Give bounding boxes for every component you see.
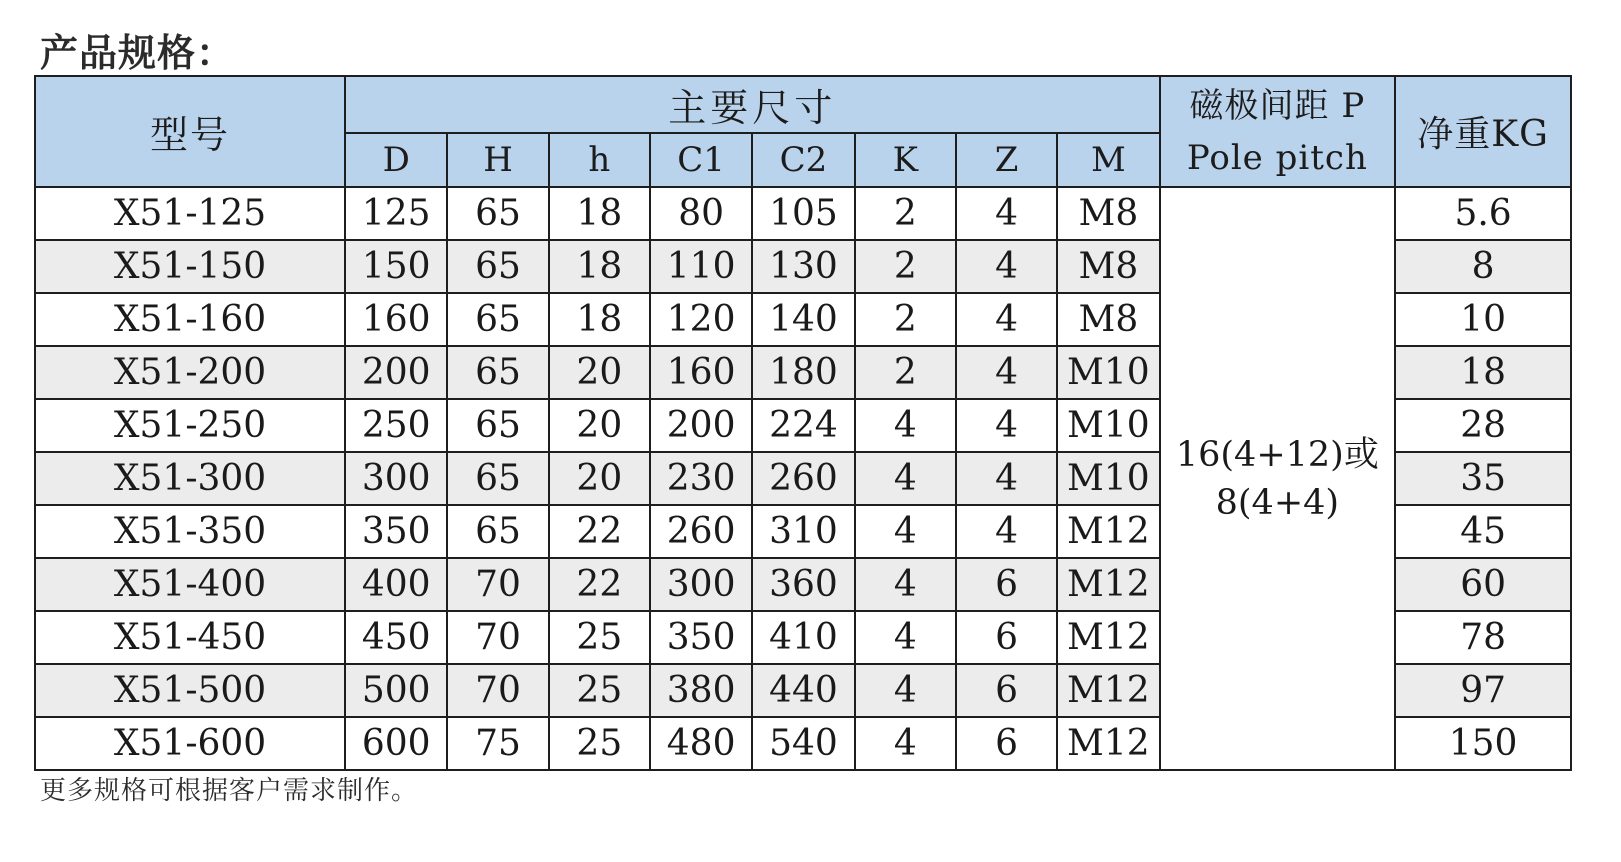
cell-c1: 350 — [650, 611, 752, 664]
table-row — [35, 187, 1571, 240]
cell-c2: 105 — [752, 187, 854, 240]
cell-h-upper: 65 — [447, 187, 548, 240]
cell-net-weight: 8 — [1395, 240, 1571, 293]
cell-c1: 160 — [650, 346, 752, 399]
cell-h-upper: 65 — [447, 505, 548, 558]
cell-m: M8 — [1057, 293, 1159, 346]
cell-net-weight: 97 — [1395, 664, 1571, 717]
cell-d: 200 — [345, 346, 447, 399]
cell-m: M10 — [1057, 346, 1159, 399]
cell-c1: 120 — [650, 293, 752, 346]
cell-h-upper: 65 — [447, 452, 548, 505]
cell-d: 600 — [345, 717, 447, 770]
cell-h-lower: 22 — [549, 505, 650, 558]
cell-h-lower: 25 — [549, 664, 650, 717]
cell-z: 4 — [956, 346, 1057, 399]
cell-model: X51-350 — [35, 505, 345, 558]
cell-z: 6 — [956, 611, 1057, 664]
cell-k: 4 — [855, 558, 956, 611]
cell-h-lower: 22 — [549, 558, 650, 611]
cell-c2: 224 — [752, 399, 854, 452]
cell-z: 6 — [956, 558, 1057, 611]
cell-k: 2 — [855, 187, 956, 240]
cell-h-upper: 70 — [447, 558, 548, 611]
cell-h-upper: 65 — [447, 346, 548, 399]
cell-c2: 360 — [752, 558, 854, 611]
pole-pitch-value-line1: 16(4+12)或 — [1175, 434, 1379, 475]
cell-c1: 260 — [650, 505, 752, 558]
cell-z: 4 — [956, 187, 1057, 240]
cell-h-lower: 25 — [549, 611, 650, 664]
header-dim-h-upper: H — [447, 133, 548, 187]
cell-c1: 80 — [650, 187, 752, 240]
cell-c2: 260 — [752, 452, 854, 505]
cell-k: 4 — [855, 452, 956, 505]
cell-k: 2 — [855, 346, 956, 399]
cell-h-lower: 18 — [549, 293, 650, 346]
header-dim-z: Z — [956, 133, 1057, 187]
cell-net-weight: 78 — [1395, 611, 1571, 664]
cell-m: M12 — [1057, 717, 1159, 770]
header-row-top — [35, 76, 1571, 133]
cell-c2: 540 — [752, 717, 854, 770]
header-pole-pitch-cn: 磁极间距 P — [1189, 85, 1366, 126]
cell-model: X51-600 — [35, 717, 345, 770]
spec-table — [34, 75, 1572, 771]
header-pole-pitch — [1160, 76, 1396, 187]
header-dim-d: D — [345, 133, 447, 187]
cell-h-lower: 25 — [549, 717, 650, 770]
cell-z: 6 — [956, 717, 1057, 770]
cell-model: X51-400 — [35, 558, 345, 611]
spec-table-body — [35, 187, 1571, 770]
cell-m: M12 — [1057, 611, 1159, 664]
cell-d: 250 — [345, 399, 447, 452]
cell-m: M12 — [1057, 558, 1159, 611]
cell-h-upper: 65 — [447, 240, 548, 293]
cell-h-lower: 18 — [549, 240, 650, 293]
cell-h-lower: 20 — [549, 399, 650, 452]
cell-m: M8 — [1057, 240, 1159, 293]
cell-net-weight: 28 — [1395, 399, 1571, 452]
header-net-weight: 净重KG — [1395, 76, 1571, 187]
cell-c2: 130 — [752, 240, 854, 293]
cell-h-upper: 65 — [447, 293, 548, 346]
cell-m: M12 — [1057, 505, 1159, 558]
cell-k: 2 — [855, 293, 956, 346]
header-dim-k: K — [855, 133, 956, 187]
header-dim-m: M — [1057, 133, 1159, 187]
cell-c1: 300 — [650, 558, 752, 611]
cell-net-weight: 60 — [1395, 558, 1571, 611]
cell-model: X51-200 — [35, 346, 345, 399]
cell-model: X51-150 — [35, 240, 345, 293]
cell-k: 4 — [855, 664, 956, 717]
cell-c2: 410 — [752, 611, 854, 664]
cell-net-weight: 150 — [1395, 717, 1571, 770]
cell-model: X51-125 — [35, 187, 345, 240]
cell-k: 2 — [855, 240, 956, 293]
cell-h-upper: 70 — [447, 664, 548, 717]
cell-c1: 230 — [650, 452, 752, 505]
cell-d: 400 — [345, 558, 447, 611]
cell-net-weight: 10 — [1395, 293, 1571, 346]
cell-m: M8 — [1057, 187, 1159, 240]
cell-model: X51-500 — [35, 664, 345, 717]
cell-c1: 480 — [650, 717, 752, 770]
cell-c2: 440 — [752, 664, 854, 717]
cell-d: 350 — [345, 505, 447, 558]
cell-k: 4 — [855, 505, 956, 558]
cell-c1: 380 — [650, 664, 752, 717]
cell-d: 125 — [345, 187, 447, 240]
cell-model: X51-160 — [35, 293, 345, 346]
cell-z: 6 — [956, 664, 1057, 717]
cell-m: M12 — [1057, 664, 1159, 717]
cell-c2: 180 — [752, 346, 854, 399]
cell-z: 4 — [956, 240, 1057, 293]
cell-k: 4 — [855, 717, 956, 770]
cell-c2: 140 — [752, 293, 854, 346]
header-main-dimensions: 主要尺寸 — [345, 76, 1159, 133]
cell-model: X51-250 — [35, 399, 345, 452]
cell-m: M10 — [1057, 399, 1159, 452]
cell-d: 300 — [345, 452, 447, 505]
page-title: 产品规格： — [40, 31, 236, 75]
cell-h-upper: 65 — [447, 399, 548, 452]
cell-c2: 310 — [752, 505, 854, 558]
cell-k: 4 — [855, 399, 956, 452]
footnote: 更多规格可根据客户需求制作。 — [40, 776, 419, 806]
cell-model: X51-450 — [35, 611, 345, 664]
cell-k: 4 — [855, 611, 956, 664]
cell-z: 4 — [956, 505, 1057, 558]
cell-h-upper: 75 — [447, 717, 548, 770]
cell-h-lower: 20 — [549, 346, 650, 399]
header-model: 型号 — [35, 76, 345, 187]
cell-net-weight: 45 — [1395, 505, 1571, 558]
cell-d: 450 — [345, 611, 447, 664]
header-dim-h-lower: h — [549, 133, 650, 187]
cell-model: X51-300 — [35, 452, 345, 505]
header-pole-pitch-en: Pole pitch — [1186, 137, 1368, 178]
cell-z: 4 — [956, 293, 1057, 346]
cell-d: 500 — [345, 664, 447, 717]
header-dim-c2: C2 — [752, 133, 854, 187]
cell-pole-pitch-value — [1160, 187, 1396, 770]
cell-net-weight: 18 — [1395, 346, 1571, 399]
cell-d: 160 — [345, 293, 447, 346]
cell-m: M10 — [1057, 452, 1159, 505]
cell-z: 4 — [956, 452, 1057, 505]
cell-d: 150 — [345, 240, 447, 293]
cell-net-weight: 35 — [1395, 452, 1571, 505]
cell-z: 4 — [956, 399, 1057, 452]
cell-c1: 110 — [650, 240, 752, 293]
cell-c1: 200 — [650, 399, 752, 452]
cell-h-upper: 70 — [447, 611, 548, 664]
cell-h-lower: 18 — [549, 187, 650, 240]
cell-net-weight: 5.6 — [1395, 187, 1571, 240]
pole-pitch-value-line2: 8(4+4) — [1215, 482, 1340, 523]
cell-h-lower: 20 — [549, 452, 650, 505]
header-dim-c1: C1 — [650, 133, 752, 187]
